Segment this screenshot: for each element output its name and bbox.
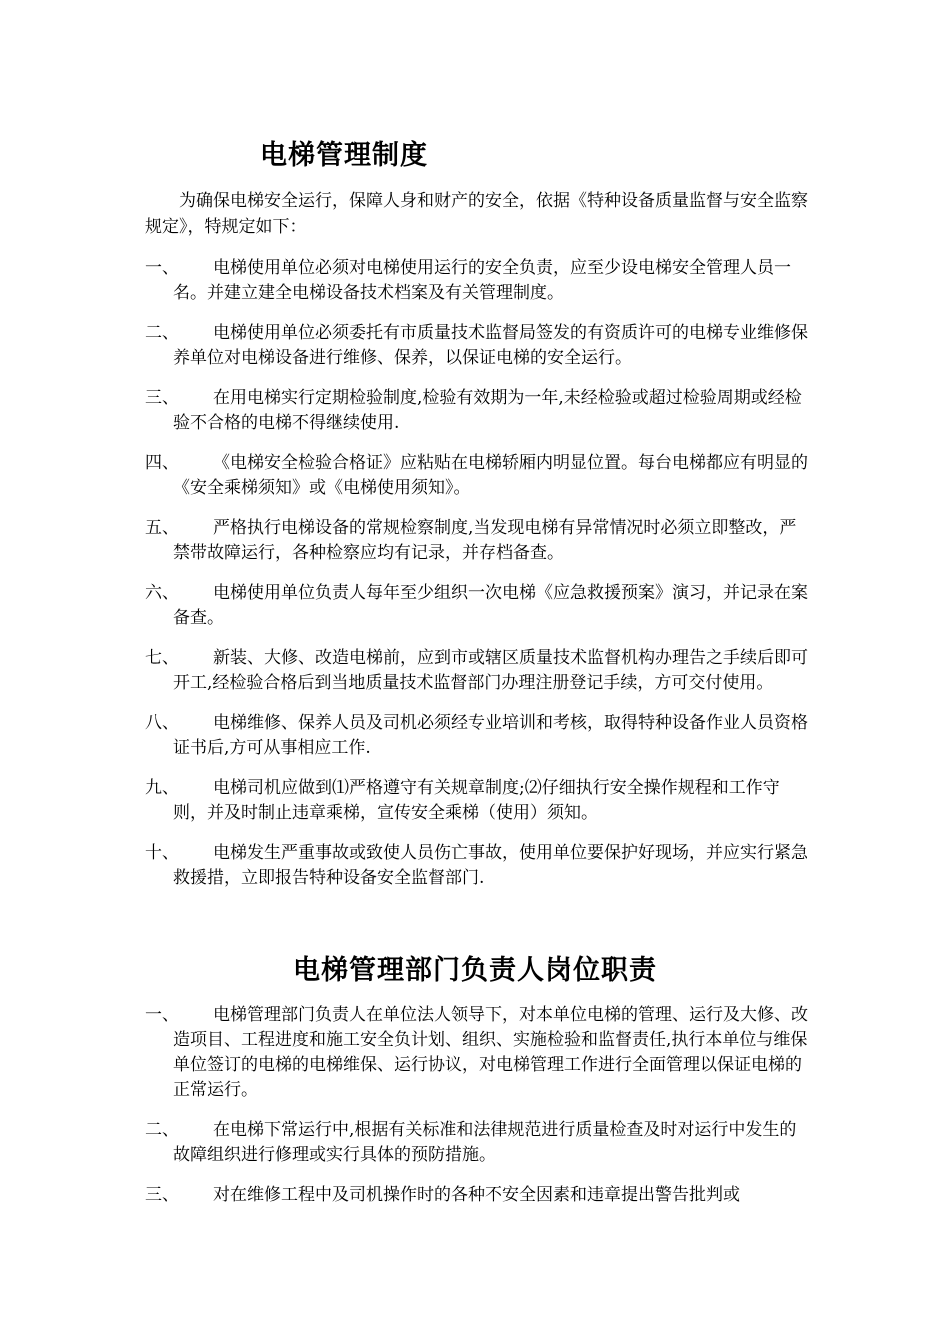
item-text: 电梯司机应做到⑴严格遵守有关规章制度;⑵仔细执行安全操作规程和工作守则，并及时制止违章乘梯，宣传安全乘梯（使用）须知。 (173, 778, 780, 823)
list-item (145, 646, 810, 696)
list-item (145, 1118, 810, 1168)
list-item (145, 451, 810, 501)
item-number: 三、 (145, 388, 179, 408)
item-number: 十、 (145, 843, 179, 863)
intro-paragraph: 为确保电梯安全运行，保障人身和财产的安全，依据《特种设备质量监督与安全监察规定》，特规定如下： (145, 191, 808, 237)
list-item (145, 321, 810, 371)
item-text: 在电梯下常运行中,根据有关标准和法律规范进行质量检查及时对运行中发生的故障组织进行修理或实行具体的预防措施。 (173, 1120, 797, 1165)
item-text: 电梯维修、保养人员及司机必须经专业培训和考核，取得特种设备作业人员资格证书后,方可从事相应工作. (173, 713, 808, 758)
item-number: 二、 (145, 1120, 179, 1140)
item-text: 对在维修工程中及司机操作时的各种不安全因素和违章提出警告批判或 (213, 1185, 740, 1205)
item-text: 在用电梯实行定期检验制度,检验有效期为一年,未经检验或超过检验周期或经检验不合格的电梯不得继续使用. (173, 388, 802, 433)
list-item (145, 1183, 810, 1208)
list-item (145, 386, 810, 436)
item-text: 新装、大修、改造电梯前，应到市或辖区质量技术监督机构办理告之手续后即可开工,经检验合格后到当地质量技术监督部门办理注册登记手续，方可交付使用。 (173, 648, 808, 693)
item-number: 五、 (145, 518, 179, 538)
section-title: 电梯管理部门负责人岗位职责 (293, 955, 657, 986)
item-number: 七、 (145, 648, 179, 668)
item-text: 电梯使用单位必须委托有市质量技术监督局签发的有资质许可的电梯专业维修保养单位对电梯设备进行维修、保养，以保证电梯的安全运行。 (173, 323, 808, 368)
item-text: 严格执行电梯设备的常规检察制度,当发现电梯有异常情况时必须立即整改，严禁带故障运行，各种检察应均有记录，并存档备查。 (173, 518, 797, 563)
item-number: 四、 (145, 453, 179, 473)
rules-list (145, 256, 810, 906)
item-text: 电梯管理部门负责人在单位法人领导下，对本单位电梯的管理、运行及大修、改造项目、工程进度和施工安全负计划、组织、实施检验和监督责任,执行本单位与维保单位签订的电梯的电梯维保、运行协议，对电梯管理工作进行全面管理以保证电梯的正常运行。 (173, 1005, 808, 1100)
item-number: 二、 (145, 323, 179, 343)
item-number: 三、 (145, 1185, 179, 1205)
list-item (145, 581, 810, 631)
item-text: 电梯使用单位必须对电梯使用运行的安全负责，应至少设电梯安全管理人员一名。并建立建全电梯设备技术档案及有关管理制度。 (173, 258, 791, 303)
list-item (145, 256, 810, 306)
item-number: 一、 (145, 1005, 179, 1025)
duties-list (145, 1003, 810, 1223)
item-number: 八、 (145, 713, 179, 733)
item-text: 电梯使用单位负责人每年至少组织一次电梯《应急救援预案》演习，并记录在案备查。 (173, 583, 808, 628)
item-number: 九、 (145, 778, 179, 798)
list-item (145, 516, 810, 566)
item-text: 《电梯安全检验合格证》应粘贴在电梯轿厢内明显位置。每台电梯都应有明显的《安全乘梯须知》或《电梯使用须知》。 (173, 453, 808, 498)
item-number: 一、 (145, 258, 179, 278)
item-text: 电梯发生严重事故或致使人员伤亡事故，使用单位要保护好现场，并应实行紧急救援措，立即报告特种设备安全监督部门. (173, 843, 808, 888)
list-item (145, 841, 810, 891)
page-title: 电梯管理制度 (260, 140, 428, 171)
list-item (145, 776, 810, 826)
list-item (145, 1003, 810, 1103)
item-number: 六、 (145, 583, 179, 603)
list-item (145, 711, 810, 761)
